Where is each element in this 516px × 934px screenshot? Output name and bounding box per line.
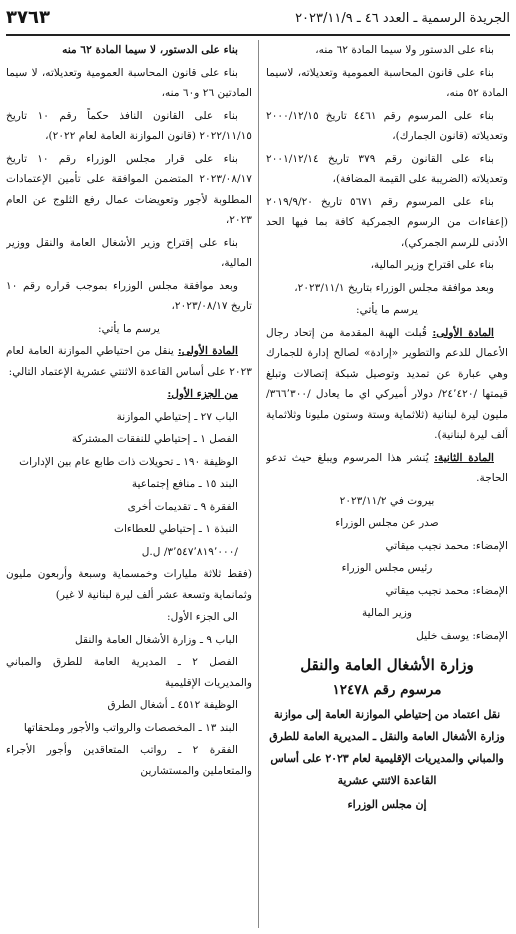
part-one-heading: من الجزء الأول: — [167, 388, 238, 400]
issued-by: صدر عن مجلس الوزراء — [335, 517, 439, 529]
preamble-proposal: بناء على إقتراح وزير الأشغال العامة والنقل ووزير المالية، — [6, 236, 252, 269]
signature-pm-2: الإمضاء: محمد نجيب ميقاتي — [385, 584, 508, 597]
transfer-amount-words: (فقط ثلاثة مليارات وخمسماية وسبعة وأربعون مليون وثمانماية وتسعة عشر ألف ليرة لبنانية لا غير) — [6, 568, 252, 601]
ministry-heading: وزارة الأشغال العامة والنقل — [300, 656, 474, 674]
to-part-heading: الى الجزء الأول: — [167, 611, 238, 623]
preamble-decree-5671: بناء على المرسوم رقم ٥٦٧١ تاريخ ٢٠١٩/٩/٢٠ (إعفاءات من الرسوم الجمركية كافة بما فيها الحد الأدنى للرسم الجمركي)، — [266, 195, 508, 249]
signature-finance: الإمضاء: يوسف خليل — [416, 629, 508, 642]
dest-line-chapter: الباب ٩ ـ وزارة الأشغال العامة والنقل — [74, 633, 238, 646]
preamble-law-379: بناء على القانون رقم ٣٧٩ تاريخ ٢٠٠١/١٢/١٤ وتعديلاته (الضريبة على القيمة المضافة)، — [266, 152, 508, 185]
left-column — [6, 40, 252, 930]
decree-enact: يرسم ما يأتي: — [98, 322, 160, 335]
column-separator — [258, 40, 259, 928]
finance-minister-title: وزير المالية — [361, 607, 413, 619]
decree-subject: نقل اعتماد من إحتياطي الموازنة العامة إلى موازنة وزارة الأشغال العامة والنقل ـ المديرية العامة للطرق والمباني والمديريات الإقليمية لعام ٢٠٢٣ على أساس القاعدة الاثنتي عشرية — [269, 708, 505, 787]
dest-line-paragraph: الفقرة ٢ ـ رواتب المتعاقدين وأجور الأجراء والمتعاملين والمستشارين — [6, 744, 252, 777]
budget-line-sub: النبذة ١ ـ إحتياطي للعطاءات — [114, 523, 238, 535]
preamble-proposal: بناء على اقتراح وزير المالية، — [370, 259, 494, 271]
article-one-label: المادة الأولى: — [432, 326, 494, 339]
preamble-accounting-law: بناء على قانون المحاسبة العمومية وتعديلاته، لا سيما المادتين ٢٦ و٦٠ منه، — [6, 66, 252, 99]
signature-pm: الإمضاء: محمد نجيب ميقاتي — [385, 539, 508, 552]
budget-line-paragraph: الفقرة ٩ ـ تقديمات أخرى — [127, 500, 238, 513]
preamble-accounting-law: بناء على قانون المحاسبة العمومية وتعديلاته، لاسيما المادة ٥٢ منه، — [266, 66, 508, 99]
dest-line-section: الفصل ٢ ـ المديرية العامة للطرق والمباني والمديريات الإقليمية — [6, 656, 252, 689]
pm-title: رئيس مجلس الوزراء — [341, 562, 433, 574]
preamble-constitution: بناء على الدستور ولا سيما المادة ٦٢ منه، — [315, 44, 494, 56]
preamble-council-decision: بناء على قرار مجلس الوزراء رقم ١٠ تاريخ ٢٠٢٣/٠٨/١٧ المتضمن الموافقة على تأمين الإعتمادات المطلوبة لأجور وتعويضات عمال رفع الثلوج عن العام ٢٠٢٣، — [6, 152, 252, 226]
budget-line-item: البند ١٥ ـ منافع إجتماعية — [131, 478, 238, 490]
article-two-label: المادة الثانية: — [434, 451, 494, 464]
gazette-title: الجريدة الرسمية ـ العدد ٤٦ ـ ٢٠٢٣/١١/٩ — [295, 11, 510, 26]
budget-line-section: الفصل ١ ـ إحتياطي للنفقات المشتركة — [71, 433, 238, 445]
dest-line-function: الوظيفة ٤٥١٢ ـ أشغال الطرق — [107, 699, 238, 711]
article-one — [6, 341, 252, 382]
page-header — [6, 4, 510, 36]
dest-line-item: البند ١٣ ـ المخصصات والرواتب والأجور وملحقاتها — [23, 721, 238, 734]
place-date: بيروت في ٢٠٢٣/١١/٢ — [339, 494, 435, 507]
preamble-decree-4461: بناء على المرسوم رقم ٤٤٦١ تاريخ ٢٠٠٠/١٢/١٥ وتعديلاته (قانون الجمارك)، — [266, 109, 508, 142]
budget-line-function: الوظيفة ١٩٠ ـ تحويلات ذات طابع عام بين الإدارات — [19, 455, 238, 468]
article-one — [266, 323, 508, 446]
decree-number: مرسوم رقم ١٢٤٧٨ — [332, 682, 442, 698]
preamble-budget-law: بناء على القانون النافذ حكماً رقم ١٠ تاريخ ٢٠٢٢/١١/١٥ (قانون الموازنة العامة لعام ٢٠٢٢)، — [6, 109, 252, 142]
transfer-amount: /٣٬٥٤٧٬٨١٩٬٠٠٠/ ل.ل — [141, 545, 238, 558]
budget-line-chapter: الباب ٢٧ ـ إحتياطي الموازنة — [116, 410, 238, 423]
article-one-text: ينقل من احتياطي الموازنة العامة لعام ٢٠٢٣ على أساس القاعدة الاثنتي عشرية الإعتماد التالي: — [6, 345, 252, 378]
article-one-text: قُبلت الهبة المقدمة من إتحاد رجال الأعمال للدعم والتطوير «إرادة» لصالح إدارة للجمارك وهي عبارة عن تمديد وتوصيل شبكة إتصالات وتبلغ قيمتها /٢٤٬٤٢٠/ دولار أميركي اي ما يعادل /٣٦٦٬٣٠٠/ مليون ليرة لبنانية (ثلاثماية وستة وستون مليونا وثلاثماية ألف ليرة لبنانية). — [266, 326, 508, 441]
decree-enact: يرسم ما يأتي: — [356, 304, 418, 316]
article-two-text: يُنشر هذا المرسوم ويبلغ حيث تدعو الحاجة. — [266, 451, 508, 484]
council-opening: إن مجلس الوزراء — [347, 798, 427, 811]
preamble-council-approval: وبعد موافقة مجلس الوزراء بموجب قراره رقم ١٠ تاريخ ٢٠٢٣/٠٨/١٧، — [6, 279, 252, 312]
preamble-constitution: بناء على الدستور، لا سيما المادة ٦٢ منه — [62, 44, 238, 56]
article-two — [266, 448, 508, 489]
article-one-label: المادة الأولى: — [177, 345, 238, 357]
page-number: ٣٧٦٣ — [6, 7, 50, 28]
preamble-council-approval: وبعد موافقة مجلس الوزراء بتاريخ ٢٠٢٣/١١/١، — [294, 281, 494, 294]
right-column — [266, 40, 508, 930]
